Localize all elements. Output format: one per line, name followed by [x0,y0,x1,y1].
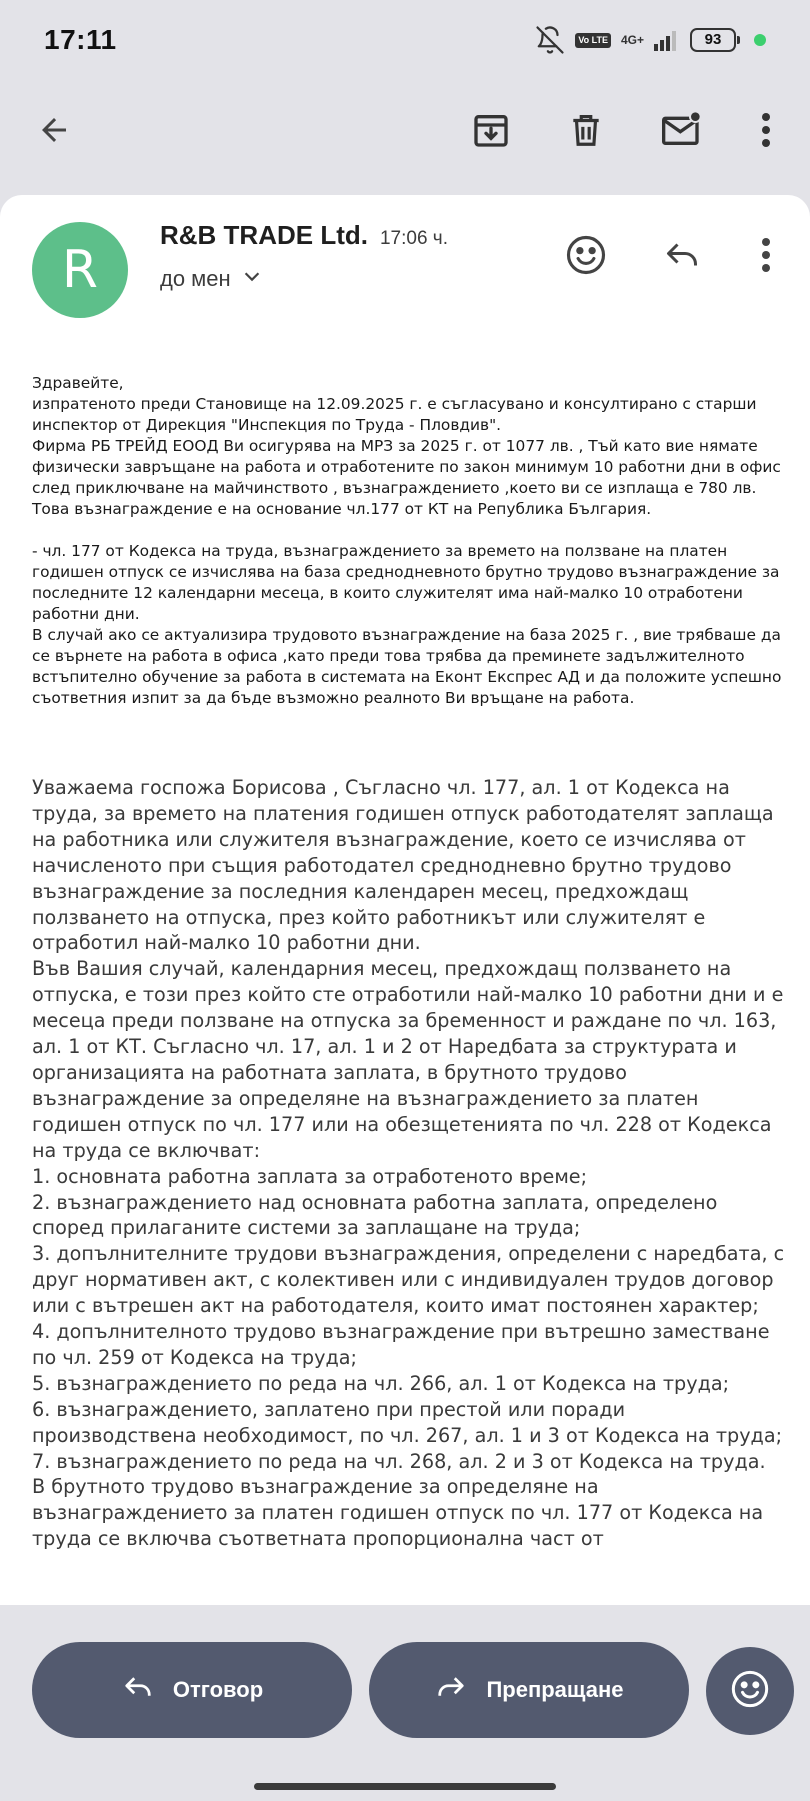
email-card [0,195,810,1605]
status-time: 17:11 [44,24,117,55]
privacy-dot-icon [754,34,766,46]
archive-icon [471,110,511,155]
status-bar [0,0,810,80]
forward-icon [434,1672,468,1708]
volte-icon: Vo LTE [575,33,611,48]
recipients-label: до мен [160,265,231,291]
forward-label: Препращане [486,1677,624,1702]
react-emoji-button[interactable] [706,1647,794,1735]
network-type: 4G+ [620,33,644,47]
delete-button[interactable] [556,102,616,162]
sender-avatar[interactable]: R [32,222,128,318]
add-reaction-button[interactable] [556,227,616,287]
emoji-react-icon [565,234,607,281]
email-body-intro: Здравейте, изпратеното преди Становище на 12.09.2025 г. е съгласувано и консултирано с старши инспектор от Дирекция "Инспекция по Труда - Пловдив". Фирма РБ ТРЕЙД ЕООД Ви осигурява на МРЗ за 2025 г. от 1077 лв. , Тъй като вие нямате физически завръщане на работа и отработените по закон минимум 10 работни дни в офис след приключване на майчинството , възнаграждението ,което ви се изплаща е 780 лв. Това възнаграждение е на основание чл.177 от КТ на Република България. - чл. 177 от Кодекса на труда, възнаграждението за времето на ползване на платен годишен отпуск се изчислява на база среднодневното брутно трудово възнаграждение за последните 12 календарни месеца, в които служителят има най-малко 10 отработени работни дни. В случай ако се актуализира трудовото възнаграждение на база 2025 г. , вие трябваше да се върнете на работа в офиса ,като преди това трябва да преминете задължителното встъпително обучение за работа в системата на Еконт Експрес АД и да положите успешно съответния изпит за да бъде възможно реалното Ви връщане на работа. [32,374,782,707]
forward-button[interactable] [369,1642,689,1738]
chevron-down-icon [241,265,263,292]
reply-icon [121,1672,155,1708]
back-button[interactable] [24,102,84,162]
back-arrow-icon [36,112,72,153]
status-icons [535,25,766,55]
recipients-toggle[interactable] [160,265,263,292]
sender-line [160,220,448,251]
more-options-button[interactable] [736,102,796,162]
more-vert-icon [760,237,772,278]
mark-unread-button[interactable] [652,102,712,162]
email-body-quoted: Уважаема госпожа Борисова , Съгласно чл. 177, ал. 1 от Кодекса на труда, за времето на платения годишен отпуск работодателят заплаща на работника или служителя възнаграждение, което се изчислява от начисленото при същия работодател среднодневно брутно трудово възнаграждение за последния календарен месец, предхождащ ползването на отпуска, през който работникът или служителят е отработил най-малко 10 работни дни. Във Вашия случай, календарния месец, предхождащ ползването на отпуска, е този през който сте отработили най-малко 10 работни дни и е месеца преди ползване на отпуска за бременност и раждане по чл. 163, ал. 1 от КТ. Съгласно чл. 17, ал. 1 и 2 от Наредбата за структурата и организацията на работната заплата, в брутното трудово възнаграждение за определяне на възнаграждението за платен годишен отпуск по чл. 177 или на обезщетенията по чл. 228 от Кодекса на труда се включват: 1. основната работна заплата за отработеното време; 2. възнаграждението над основната работна заплата, определено според прилаганите системи за заплащане на труда; 3. допълнителните трудови възнаграждения, определени с наредбата, с друг нормативен акт, с колективен или с индивидуален трудов договор или с вътрешен акт на работодателя, които имат постоянен характер; 4. допълнителното трудово възнаграждение при вътрешно заместване по чл. 259 от Кодекса на труда; 5. възнаграждението по реда на чл. 266, ал. 1 от Кодекса на труда; 6. възнаграждението, заплатено при престой или поради производствена необходимост, по чл. 267, ал. 1 и 3 от Кодекса на труда; 7. възнаграждението по реда на чл. 268, ал. 2 и 3 от Кодекса на труда. В брутното трудово възнаграждение за определяне на възнаграждението за платен годишен отпуск по чл. 177 от Кодекса на труда се включва съответната пропорционална част от [32,776,785,1551]
reply-button[interactable] [32,1642,352,1738]
home-indicator[interactable] [254,1783,556,1790]
mark-unread-icon [660,110,704,155]
action-bar [0,1605,810,1801]
reply-icon [662,237,702,278]
battery-icon: 93 [690,28,736,52]
sender-name[interactable]: R&B TRADE Ltd. [160,220,368,250]
more-vert-icon [760,112,772,153]
emoji-react-icon [730,1669,770,1714]
archive-button[interactable] [461,102,521,162]
bell-off-icon [535,25,565,55]
reply-label: Отговор [172,1677,264,1702]
email-time: 17:06 ч. [379,228,448,249]
signal-icon [654,29,680,51]
reply-header-button[interactable] [652,227,712,287]
message-toolbar [0,92,810,172]
email-more-button[interactable] [736,227,796,287]
delete-icon [567,110,605,155]
